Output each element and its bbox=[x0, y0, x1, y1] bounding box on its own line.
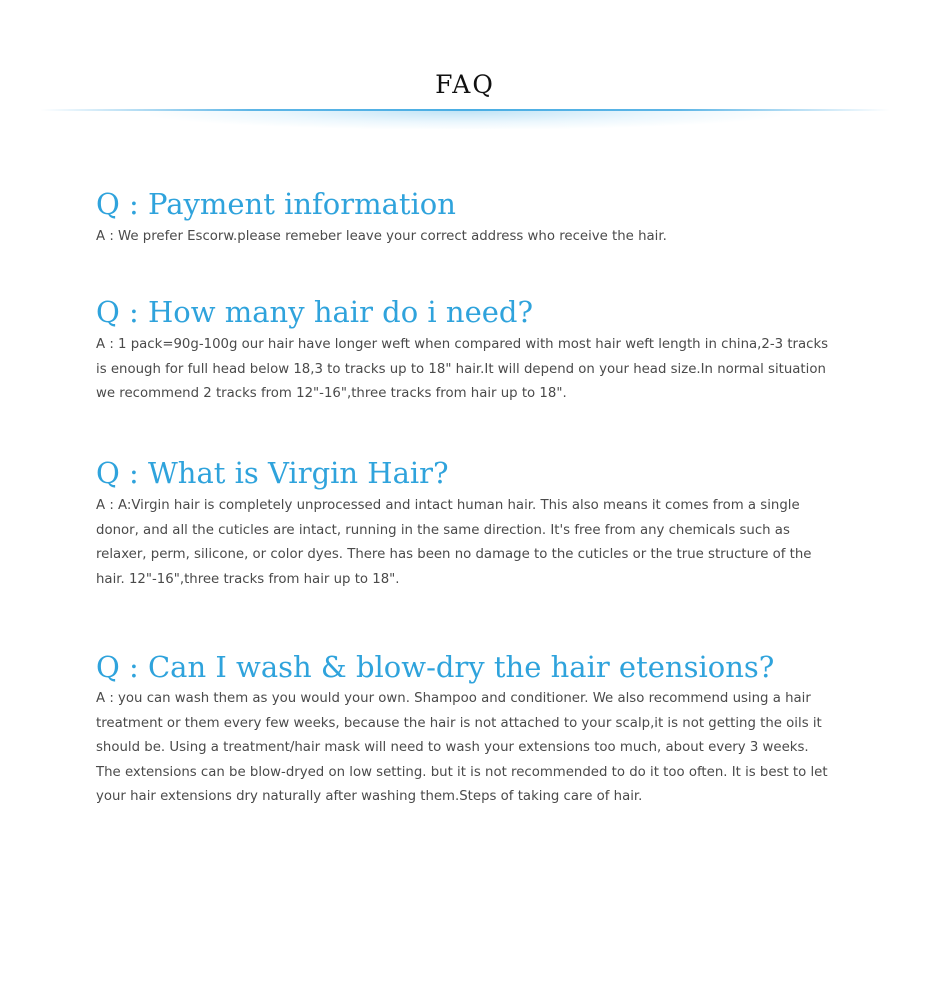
faq-answer: A : you can wash them as you would your own. Shampoo and conditioner. We also recommend using a hair treatment or them every few weeks, because the hair is not attached to your scalp,it is not getting the oils it should be. Using a treatment/hair mask will need to wash your extensions too much, about every 3 weeks. The extensions can be blow-dryed on low setting. but it is not recommended to do it too often. It is best to let your hair extensions dry naturally after washing them.Steps of taking care of hair. bbox=[96, 691, 828, 805]
faq-question: Q : What is Virgin Hair? bbox=[96, 456, 449, 490]
faq-header bbox=[0, 0, 930, 140]
faq-item-payment bbox=[96, 187, 836, 250]
faq-answer: A : We prefer Escorw.please remeber leave your correct address who receive the hair. bbox=[96, 229, 667, 244]
faq-question: Q : How many hair do i need? bbox=[96, 295, 534, 329]
faq-item-how-many bbox=[96, 295, 836, 407]
faq-question: Q : Can I wash & blow-dry the hair etensions? bbox=[96, 650, 775, 684]
faq-item-virgin-hair bbox=[96, 456, 836, 592]
faq-question: Q : Payment information bbox=[96, 187, 456, 221]
divider-glow bbox=[150, 111, 780, 129]
faq-item-wash bbox=[96, 650, 836, 810]
faq-answer: A : 1 pack=90g-100g our hair have longer weft when compared with most hair weft length in china,2-3 tracks is enough for full head below 18,3 to tracks up to 18" hair.It will depend on your head size.In normal situation we recommend 2 tracks from 12"-16",three tracks from hair up to 18". bbox=[96, 337, 829, 402]
page-title: FAQ bbox=[435, 70, 495, 99]
faq-answer: A : A:Virgin hair is completely unprocessed and intact human hair. This also means it comes from a single donor, and all the cuticles are intact, running in the same direction. It's free from any chemicals such as relaxer, perm, silicone, or color dyes. There has been no damage to the cuticles or the true structure of the hair. 12"-16",three tracks from hair up to 18". bbox=[96, 498, 812, 587]
